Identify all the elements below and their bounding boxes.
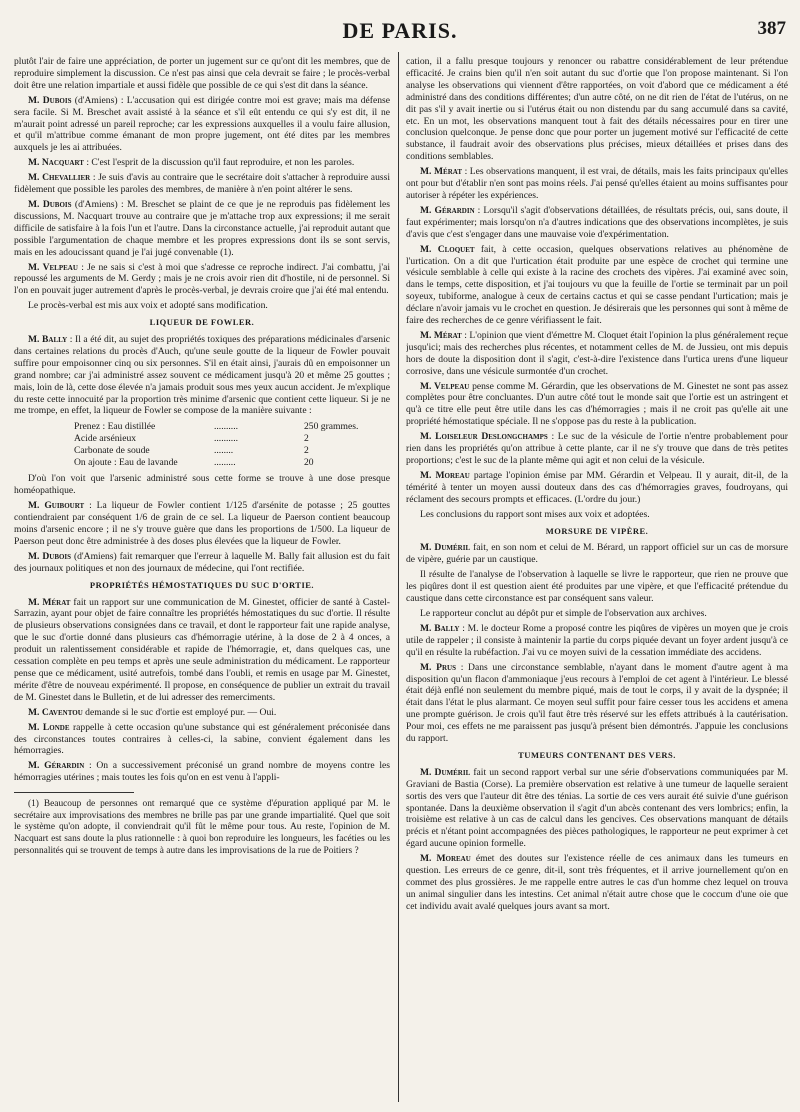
section-heading: MORSURE DE VIPÈRE. — [545, 525, 649, 536]
speaker: M. Mérat — [420, 166, 462, 178]
page-number: 387 — [757, 18, 786, 39]
footnote-divider — [14, 792, 134, 793]
speaker: M. Bally — [28, 334, 68, 346]
formula-label: Carbonate de soude — [74, 445, 150, 457]
formula-amount: 250 grammes. — [304, 421, 359, 433]
speaker: M. Caventou — [28, 706, 83, 718]
speaker: M. Bally — [420, 622, 460, 634]
paragraph-text: fait un rapport sur une communication de M. Ginestet, officier de santé à Castel-Sarrazin, ayant pour objet de faire connaître les propriétés hémostatiques du suc d'ortie. Il résulte de plusieurs observations consignées dans ce travail, et dont le rapporteur fait une rapide analyse, que le suc d'ortie donné dans plusieurs cas d'hémorragie utérine, à la dose de 2 à 4 onces, a produit un ralentissement considérable et rapide de l'hémorragie, et, dans quelques cas, une cessation complète en peu temps et après une seule administration du médicament. Le rapporteur pense que ce médicament, usité autrefois, tombé dans l'oubli, et remis en usage par M. Ginestet, mérite d'être de nouveau expérimenté. Il propose, en conséquence de publier un extrait du travail de M. Ginestet dans le Bulletin, et de lui adresser des remerciments. — [14, 596, 390, 703]
footnote: (1) Beaucoup de personnes ont remarqué que ce système d'épuration appliqué par M. le secrétaire aux improvisations des membres ne brille pas par une grande impartialité. Quel que soit le système qu'on adopte, il conviendrait qu'il fût le même pour tous. Au reste, l'opinion de M. Nacquart est sans doute la plus rationnelle : à quoi bon reproduire les longueurs, les facéties ou les personnalités qui se trouvent de temps à autre dans les improvisations de la rue de Poitiers ? — [14, 799, 390, 856]
speaker: M. Loiseleur Deslongchamps — [420, 431, 548, 443]
paragraph-text: : On a successivement préconisé un grand nombre de moyens contre les hémorragies utérines ; mais toutes les fois qu'on en est venu à l'appli- — [14, 760, 390, 784]
paragraph: Le rapporteur conclut au dépôt pur et simple de l'observation aux archives. — [420, 607, 707, 619]
paragraph: cation, il a fallu presque toujours y renoncer ou rabattre considérablement de leur prétendue efficacité. Je crains bien qu'il n'en soit autant du suc d'ortie que l'on propose maintenant. Si l'on analyse les observations qui viennent d'être rapportées, on voit d'abord que ce médicament a été administré dans des conditions différentes; d'un autre côté, on ne dit rien de l'état de l'utérus, on ne dit pas s'il y avait inertie ou si l'utérus était ou non distendu par du sang accumulé dans sa cavité, etc. En un mot, les observations manquent tout à fait des détails nécessaires pour en tirer une conclusion quelconque. Je pense donc que pour porter un jugement motivé sur l'efficacité de cette substance, il faudrait avoir des observations plus précises, mieux détaillées et prises dans des conditions semblables. — [406, 56, 788, 163]
paragraph-text: : Je suis d'avis au contraire que le secrétaire doit s'attacher à reproduire aussi fidèlement que possible les paroles des membres, de manière à n'en point altérer le sens. — [14, 172, 390, 196]
paragraph-text: : Lorsqu'il s'agit d'observations détaillées, de résultats précis, oui, sans doute, il faut expérimenter; mais lorsqu'on n'a d'autres indications que des observations incomplètes, je suis d'avis que c'est s'engager dans une mauvaise voie d'expérimentation. — [406, 204, 788, 240]
section-heading: LIQUEUR DE FOWLER. — [149, 317, 255, 328]
paragraph — [406, 431, 788, 467]
formula-amount: 20 — [304, 457, 314, 469]
speaker: M. Gérardin — [28, 760, 85, 772]
paragraph: plutôt l'air de faire une appréciation, de porter un jugement sur ce qu'ont dit les membres, que de reproduire simplement la discussion. Ce n'est pas ainsi que cela devrait se faire ; le procès-verbal doit être une relation impartiale et aussi fidèle que possible de ce qui s'est dit dans la séance. — [14, 56, 390, 91]
paragraph — [14, 262, 390, 298]
paragraph-text: (d'Amiens) : M. Breschet se plaint de ce que je ne reproduis pas fidèlement les discussions, M. Nacquart trouve au contraire que je m'attache trop aux expressions; il me serait difficile de satisfaire à la fois l'un et l'autre. Dans la circonstance actuelle, j'ai reproduit autant que possible l'argumentation de chaque membre et les propres expressions dont ils se sont servis, mais en les adoucissant quand je l'ai jugé convenable (1). — [14, 198, 390, 258]
speaker: M. Cloquet — [420, 243, 475, 255]
paragraph-text: : La liqueur de Fowler contient 1/125 d'arsénite de potasse ; 25 gouttes contiendraient par conséquent 1/6 de grain de ce sel. La liqueur de Paerson contient beaucoup moins d'arsenic encore ; il ne s'y trouve guère que dans les proportions de 1/500. La liqueur de Paerson peut donc être administrée à des doses plus élevées que la liqueur de Fowler. — [14, 500, 390, 547]
formula-label: Prenez : Eau distillée — [74, 421, 156, 433]
formula-label: Acide arsénieux — [74, 433, 137, 445]
speaker: M. Prus — [420, 661, 456, 673]
formula-label: On ajoute : Eau de lavande — [74, 457, 178, 469]
paragraph — [14, 707, 390, 719]
formula-amount: 2 — [304, 445, 309, 457]
formula-row — [74, 457, 390, 469]
paragraph: Le procès-verbal est mis aux voix et adopté sans modification. — [28, 300, 268, 312]
paragraph-text: émet des doutes sur l'existence réelle de ces animaux dans les tumeurs en question. Les erreurs de ce genre, dit-il, sont très fréquentes, et il arrive journellement qu'on en commet des plus grossières. Je me rappelle entre autres le cas d'un homme chez lequel on trouva un animal singulier dans les intestins. Cet animal n'était autre chose que le coccum d'une oie que cet individu avait avalé quelques jours avant sa mort. — [406, 853, 788, 912]
speaker: M. Velpeau — [28, 261, 78, 273]
formula-amount: 2 — [304, 433, 309, 445]
speaker: M. Moreau — [420, 469, 470, 481]
speaker: M. Dubois — [28, 550, 72, 562]
paragraph-text: : Le suc de la vésicule de l'ortie n'entre probablement pour rien dans les propriétés qu'on attribue à cette plante, car il ne s'y trouve que dans de très petites proportions; c'est le suc de la plante même qui agit et non celui de la vésicule. — [406, 431, 788, 466]
paragraph: D'où l'on voit que l'arsenic administré sous cette forme se trouve à une dose presque homéopathique. — [14, 473, 390, 497]
paragraph: Il résulte de l'analyse de l'observation à laquelle se livre le rapporteur, que rien ne prouve que les piqûres dont il est question aient été produites par une vipère, et que l'efficacité prétendue du caustique dans cette circonstance est par conséquent sans valeur. — [406, 569, 788, 605]
speaker: M. Moreau — [420, 853, 471, 865]
formula-row — [74, 421, 390, 433]
paragraph-text: : M. le docteur Rome a proposé contre les piqûres de vipères un moyen que je crois utile de rappeler ; il consiste à maintenir la partie du corps piquée devant un foyer ardent jusqu'à ce qu'il en résulte la rubéfaction. J'ai vu ce moyen suivi de la cessation immédiate des accidens. — [406, 622, 788, 658]
paragraph — [14, 157, 390, 169]
paragraph — [406, 767, 788, 850]
paragraph — [406, 205, 788, 241]
speaker: M. Nacquart — [28, 157, 84, 169]
speaker: M. Duméril — [420, 766, 471, 778]
section-heading: PROPRIÉTÉS HÉMOSTATIQUES DU SUC D'ORTIE. — [89, 579, 315, 590]
paragraph — [14, 334, 390, 417]
formula-dots: ......... — [214, 457, 236, 469]
paragraph-text: fait, en son nom et celui de M. Bérard, un rapport officiel sur un cas de morsure de vipère, guérie par un caustique. — [406, 542, 788, 566]
page-header — [0, 18, 800, 43]
left-column — [14, 56, 390, 1096]
paragraph — [14, 95, 390, 155]
speaker: M. Dubois — [28, 198, 72, 210]
speaker: M. Velpeau — [420, 380, 470, 392]
paragraph-text: pense comme M. Gérardin, que les observations de M. Ginestet ne sont pas assez complètes pour être concluantes. D'un autre côté tout le monde sait que l'ortie est un astringent et qu'à ce titre elle peut être utile dans les cas d'hémorragies ; mais il ne croit pas qu'elle ait une propriété hémostatique spéciale. Il ne s'oppose pas du reste à la publication. — [406, 380, 788, 428]
paragraph — [406, 623, 788, 659]
speaker: M. Mérat — [420, 329, 462, 341]
paragraph-text: : Il a été dit, au sujet des propriétés toxiques des préparations médicinales d'arsenic dans certaines relations du procès d'Auch, qu'une seule goutte de la liqueur de Fowler pouvait suffire pour empoisonner cinq ou six personnes. S'il en était ainsi, j'aurais dû en empoisonner un grand nombre; car j'ai administré assez souvent ce médicament jusqu'à 20 et même 25 gouttes ; mais, loin de là, cette dose élevée n'a jamais produit sous mes yeux aucun accident. Je m'explique du reste cette innocuité par la proportion très minime d'arsenic que contient cette liqueur. Si je ne me trompe, en effet, la liqueur de Fowler se compose de la manière suivante : — [14, 334, 390, 417]
speaker: M. Mérat — [28, 596, 71, 608]
formula-dots: ........ — [214, 445, 234, 457]
formula-row — [74, 433, 390, 445]
paragraph-text: (d'Amiens) fait remarquer que l'erreur à laquelle M. Bally fait allusion est du fait des journaux politiques et non des journaux de médecine, qui l'ont rectifiée. — [14, 550, 390, 574]
paragraph — [14, 500, 390, 548]
formula-row — [74, 445, 390, 457]
paragraph-text: (d'Amiens) : L'accusation qui est dirigée contre moi est grave; mais ma défense sera facile. Si M. Breschet avait assisté à la séance et s'il eût entendu ce qui s'y est dit, il ne m'aurait point adressé un pareil reproche; car les expressions auxquelles il a voulu faire allusion, et qu'il m'attribue comme émanant de mon propre jugement, ont été dites par les membres auxquels je les ai attribuées. — [14, 94, 390, 154]
paragraph-text: : Dans une circonstance semblable, n'ayant dans le moment d'autre agent à ma disposition qu'un flacon d'ammoniaque j'eus recours à l'emploi de cet agent à l'intérieur. Le blessé était déjà enflé non seulement du membre piqué, mais de tout le corps, il y avait de la dyspnée; il était dans l'état le plus alarmant. Ce moyen seul suffit pour faire cesser tous les accidens et amena une prompte guérison. Je crois qu'il faut être très réservé sur les effets attribués à la cautérisation. Pour moi, ces effets ne me paraissent pas jusqu'à présent bien démontrés. J'appuie les conclusions du rapport. — [406, 661, 788, 745]
paragraph — [406, 166, 788, 202]
paragraph — [14, 172, 390, 196]
paragraph — [14, 722, 390, 758]
paragraph — [14, 199, 390, 259]
speaker: M. Londe — [28, 721, 70, 733]
paragraph — [406, 381, 788, 429]
paragraph: Les conclusions du rapport sont mises aux voix et adoptées. — [420, 508, 650, 520]
paragraph-text: fait un second rapport verbal sur une série d'observations communiquées par M. Graviani de Bastia (Corse). La première observation est relative à une tumeur de laquelle seraient sortis des vers que l'auteur dit être des ténias. La sortie de ces vers aurait été suivie d'une guérison spontanée. Dans la deuxième observation il s'agit d'un abcès contenant des vers lombrics; enfin, la troisième est relative à un cas de calcul dans les gencives. Ces observations manquant de détails précis et n'étant point accompagnées des pièces pathologiques, le rapporteur ne peut exprimer à cet égard aucune opinion formelle. — [406, 766, 788, 850]
paragraph — [14, 597, 390, 704]
paragraph — [406, 330, 788, 378]
paragraph — [406, 662, 788, 745]
recipe-formula — [74, 421, 390, 469]
speaker: M. Gérardin — [420, 204, 475, 216]
speaker: M. Chevallier — [28, 172, 91, 184]
page-title: DE PARIS. — [342, 18, 458, 43]
section-heading: TUMEURS CONTENANT DES VERS. — [518, 749, 676, 760]
paragraph-text: fait, à cette occasion, quelques observations relatives au phénomène de l'urtication. On a dit que l'urtication était produite par une espèce de crochet qui termine une vésicule semblable à celle qui existe à la racine des crochets des vipères. J'ai examiné avec soin, dans le temps, cette disposition, et j'ai toujours vu que la feuille de l'ortie se terminait par un poil soyeux, tubiforme, analogue à ceux de certains cactus et qui se casse pendant l'urtication; mais je déclare n'avoir jamais vu le crochet en question. Je désirerais que les personnes qui sont à même de faire des recherches de ce genre vérifiassent le fait. — [406, 243, 788, 327]
formula-dots: .......... — [214, 433, 238, 445]
paragraph — [14, 551, 390, 575]
paragraph — [406, 853, 788, 913]
right-column — [406, 56, 788, 1096]
column-divider — [398, 52, 399, 1102]
paragraph-text: : Les observations manquent, il est vrai, de détails, mais les faits principaux qu'elles ont pour but d'établir n'en sont pas moins réels. J'ai pensé qu'elles étaient au moins suffisantes pour autoriser à répéter les expériences. — [406, 166, 788, 201]
formula-dots: .......... — [214, 421, 238, 433]
paragraph-text: : Je ne sais si c'est à moi que s'adresse ce reproche indirect. J'ai combattu, j'ai repoussé les arguments de M. Gerdy ; mais je ne crois avoir rien dit d'hostile, ni de personnel. Si l'on en pouvait juger autrement d'après le procès-verbal, je devrais croire que j'ai été mal entendu. — [14, 261, 390, 297]
paragraph — [406, 542, 788, 566]
paragraph — [14, 760, 390, 784]
speaker: M. Duméril — [420, 542, 471, 554]
paragraph — [406, 470, 788, 506]
paragraph-text: partage l'opinion émise par MM. Gérardin et Velpeau. Il y aurait, dit-il, de la témérité à tenter un moyen aussi douteux dans des cas d'hémorragies graves, foudroyans, qui réclament des secours prompts et efficaces. (L'ordre du jour.) — [406, 469, 788, 505]
paragraph-text: rappelle à cette occasion qu'une substance qui est généralement préconisée dans des circonstances toutes contraires à celles-ci, la sabine, convient également dans les hémorragies. — [14, 721, 390, 757]
paragraph-text: demande si le suc d'ortie est employé pur. — Oui. — [85, 706, 277, 718]
speaker: M. Guibourt — [28, 500, 85, 512]
speaker: M. Dubois — [28, 94, 72, 106]
paragraph-text: : C'est l'esprit de la discussion qu'il faut reproduire, et non les paroles. — [86, 157, 355, 169]
paragraph-text: : L'opinion que vient d'émettre M. Cloquet était l'opinion la plus généralement reçue jusqu'ici; mais des recherches plus récentes, et notamment celles de M. de Jussieu, ont mis depuis hors de doute la disposition dont il s'agit, c'est-à-dire l'existence dans l'urtica urens d'une liqueur corrosive, dans une vésicule surmontée d'un crochet. — [406, 329, 788, 377]
paragraph — [406, 244, 788, 327]
